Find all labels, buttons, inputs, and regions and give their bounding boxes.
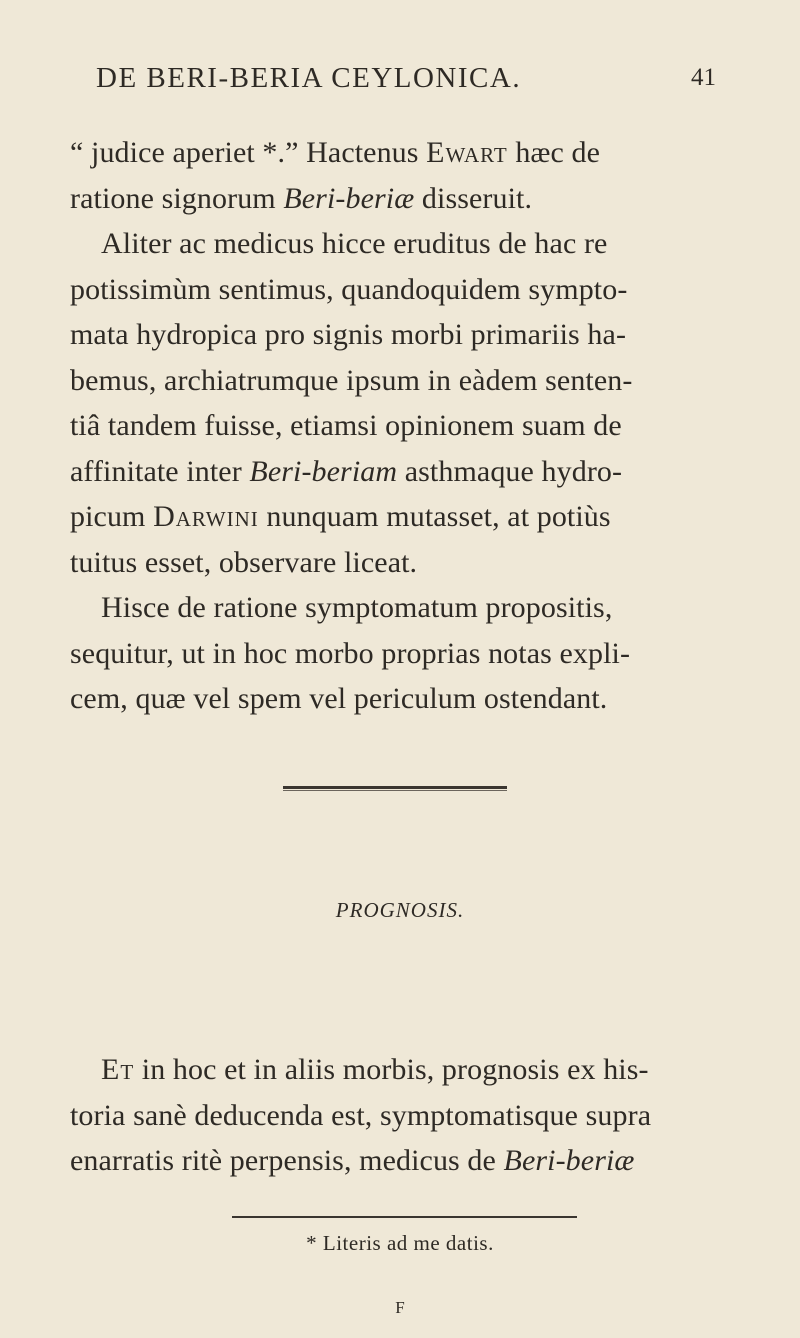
initial-word: Et (101, 1053, 135, 1086)
text-line (70, 1047, 715, 1093)
italic-term: Beri-beriæ (503, 1144, 635, 1177)
text-run: disseruit. (414, 181, 533, 215)
text-line: toria sanè deducenda est, symptomatisque supra (70, 1098, 652, 1132)
page-header (70, 62, 716, 106)
author-name-darwini: Darwini (153, 500, 259, 533)
text-run: nunquam mutasset, at potiùs (258, 500, 611, 533)
text-run: hæc de (507, 136, 601, 169)
author-name-ewart: Ewart (426, 136, 508, 169)
text-line: cem, quæ vel spem vel periculum ostendant. (70, 682, 608, 715)
text-run: affinitate inter (70, 454, 250, 488)
text-line: mata hydropica pro signis morbi primariis ha- (70, 318, 627, 351)
text-run: enarratis ritè perpensis, medicus de (70, 1144, 504, 1177)
text-line (70, 494, 715, 540)
prognosis-text-block (70, 1047, 715, 1184)
text-line: Aliter ac medicus hicce eruditus de hac re (101, 227, 608, 260)
text-line: tiâ tandem fuisse, etiamsi opinionem suam de (70, 409, 622, 442)
italic-term: Beri-beriam (249, 454, 398, 488)
italic-term: Beri-beriæ (283, 181, 415, 215)
text-run: “ judice aperiet *.” Hactenus (70, 136, 427, 169)
text-line: sequitur, ut in hoc morbo proprias notas expli- (70, 636, 631, 670)
text-line: bemus, archiatrumque ipsum in eàdem senten- (70, 363, 633, 397)
signature-mark: F (395, 1298, 405, 1317)
section-divider (283, 786, 507, 789)
page-number: 41 (691, 64, 716, 91)
text-line (70, 1138, 715, 1184)
text-line (70, 176, 715, 222)
running-title: DE BERI-BERIA CEYLONICA. (96, 62, 522, 94)
section-heading: PROGNOSIS. (335, 898, 465, 922)
text-line (70, 449, 715, 495)
text-line (70, 130, 715, 176)
text-run: ratione signorum (70, 181, 284, 215)
text-run: asthmaque hydro- (397, 454, 623, 488)
text-line: Hisce de ratione symptomatum propositis, (101, 591, 613, 624)
footnote-rule (232, 1216, 577, 1218)
text-run: in hoc et in aliis morbis, prognosis ex his- (134, 1053, 649, 1086)
text-line: tuitus esset, observare liceat. (70, 545, 418, 579)
text-line: potissimùm sentimus, quandoquidem sympto- (70, 272, 628, 306)
text-run: picum (70, 500, 154, 533)
footnote: * Literis ad me datis. (306, 1231, 494, 1255)
main-text-block (70, 130, 715, 722)
